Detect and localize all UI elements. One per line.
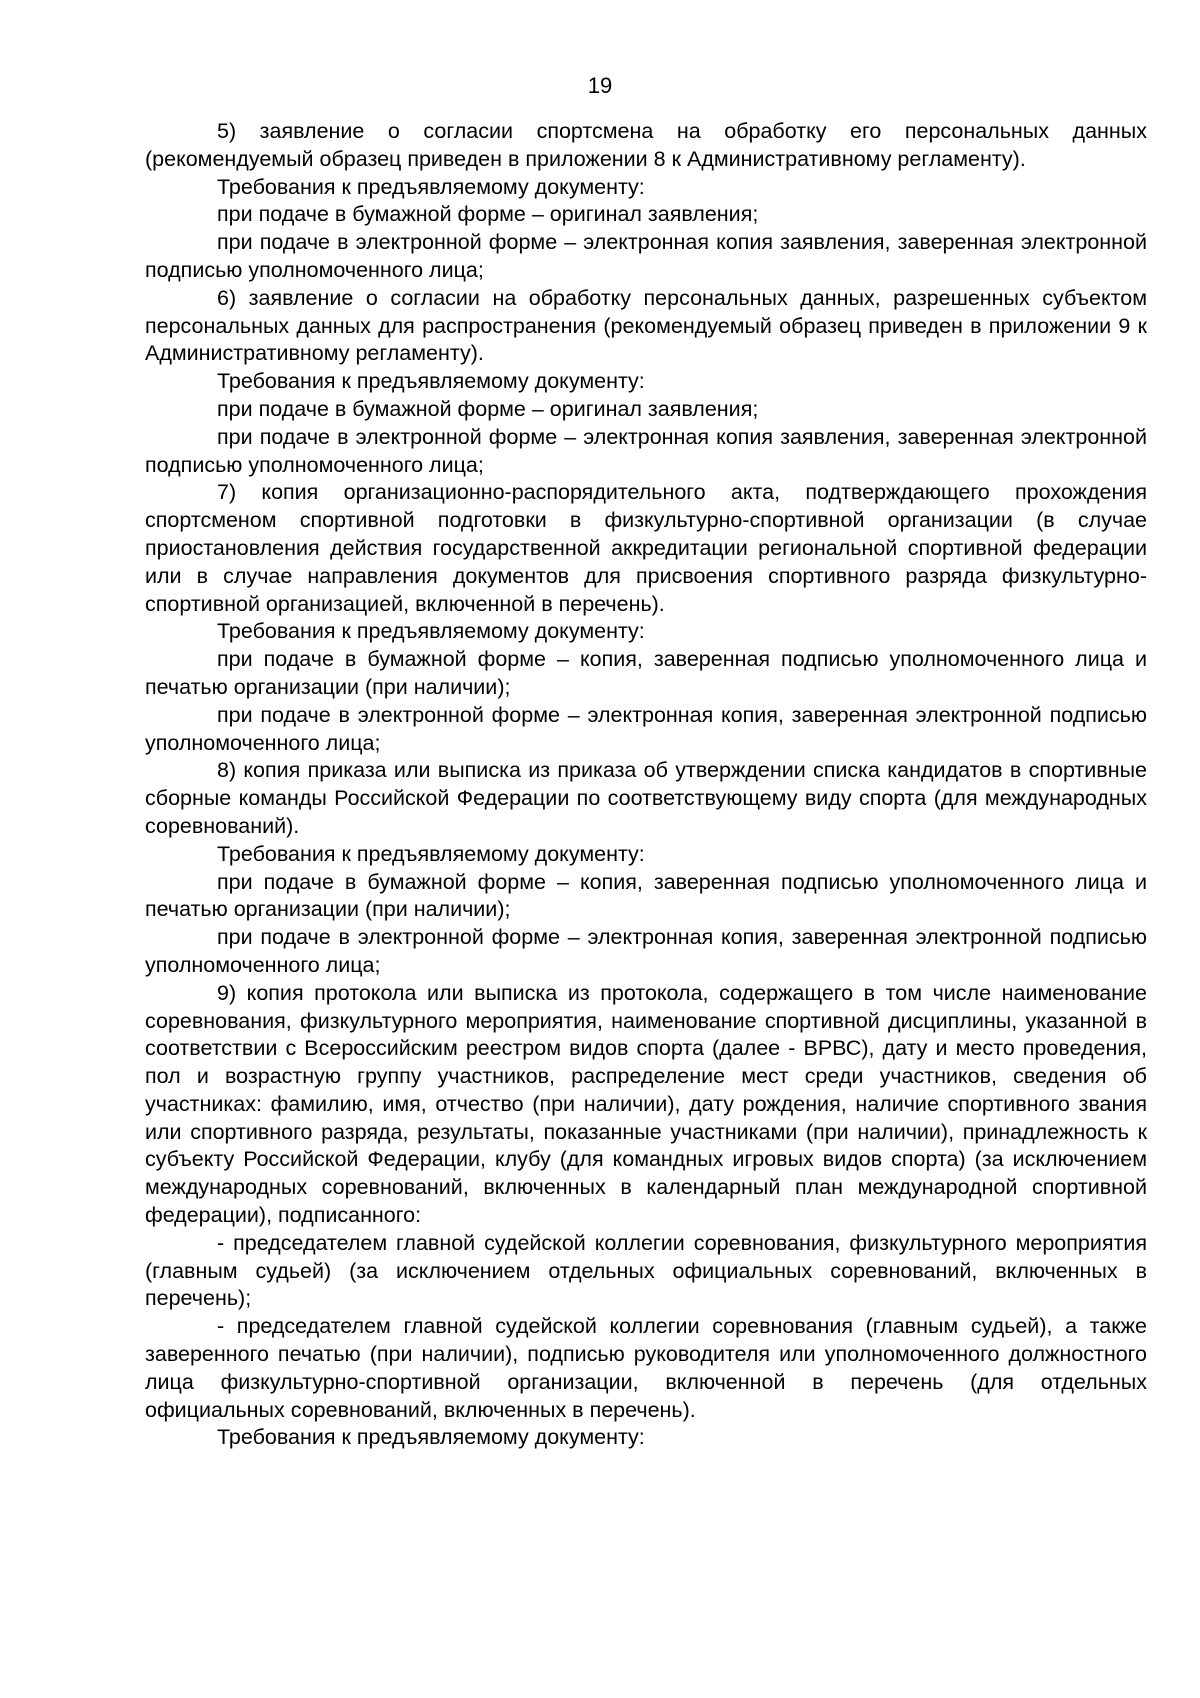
paragraph-paper-form: при подаче в бумажной форме – оригинал заявления; bbox=[217, 396, 759, 421]
paragraph-requirements: Требования к предъявляемому документу: bbox=[217, 841, 645, 866]
paragraph-requirements: Требования к предъявляемому документу: bbox=[217, 1425, 645, 1450]
paragraph-requirements: Требования к предъявляемому документу: bbox=[217, 619, 645, 644]
paragraph-item-7: 7) копия организационно-распорядительного акта, подтверждающего прохождения спортсменом спортивной подготовки в физкультурно-спортивной организации (в случае приостановления действия государственной аккредитации региональной спортивной федерации или в случае направления документов для присвоения спортивного разряда физкультурно-спортивной организацией, включенной в перечень). bbox=[145, 480, 1147, 616]
paragraph-electronic-form: при подаче в электронной форме – электронная копия заявления, заверенная электронной подписью уполномоченного лица; bbox=[145, 424, 1147, 477]
paragraph-item-6: 6) заявление о согласии на обработку персональных данных, разрешенных субъектом персональных данных для распространения (рекомендуемый образец приведен в приложении 9 к Административному регламенту). bbox=[145, 285, 1147, 366]
paragraph-paper-form: при подаче в бумажной форме – копия, заверенная подписью уполномоченного лица и печатью организации (при наличии); bbox=[145, 647, 1147, 699]
paragraph-signer-1: - председателем главной судейской коллегии соревнования, физкультурного мероприятия (главным судьей) (за исключением отдельных официальных соревнований, включенных в перечень); bbox=[145, 1230, 1147, 1311]
document-body bbox=[145, 118, 1147, 1452]
paragraph-item-8: 8) копия приказа или выписка из приказа об утверждении списка кандидатов в спортивные сборные команды Российской Федерации по соответствующему виду спорта (для международных соревнований). bbox=[145, 758, 1147, 838]
paragraph-requirements: Требования к предъявляемому документу: bbox=[217, 174, 645, 199]
paragraph-requirements: Требования к предъявляемому документу: bbox=[217, 369, 645, 394]
paragraph-electronic-form: при подаче в электронной форме – электронная копия, заверенная электронной подписью уполномоченного лица; bbox=[145, 925, 1147, 977]
paragraph-item-9: 9) копия протокола или выписка из протокола, содержащего в том числе наименование соревнования, физкультурного мероприятия, наименование спортивной дисциплины, указанной в соответствии с Всероссийским реестром видов спорта (далее - ВРВС), дату и место проведения, пол и возрастную группу участников, распределение мест среди участников, сведения об участниках: фамилию, имя, отчество (при наличии), дату рождения, наличие спортивного звания или спортивного разряда, результаты, показанные участниками (при наличии), принадлежность к субъекту Российской Федерации, клубу (для командных игровых видов спорта) (за исключением международных соревнований, включенных в календарный план международной спортивной федерации), подписанного: bbox=[145, 980, 1147, 1228]
paragraph-electronic-form: при подаче в электронной форме – электронная копия, заверенная электронной подписью уполномоченного лица; bbox=[145, 702, 1147, 755]
page-number: 19 bbox=[587, 73, 613, 98]
paragraph-signer-2: - председателем главной судейской коллегии соревнования (главным судьей), а также заверенного печатью (при наличии), подписью руководителя или уполномоченного должностного лица физкультурно-спортивной организации, включенной в перечень (для отдельных официальных соревнований, включенных в перечень). bbox=[145, 1314, 1147, 1422]
paragraph-paper-form: при подаче в бумажной форме – копия, заверенная подписью уполномоченного лица и печатью организации (при наличии); bbox=[145, 869, 1147, 922]
paragraph-item-5: 5) заявление о согласии спортсмена на обработку его персональных данных (рекомендуемый образец приведен в приложении 8 к Административному регламенту). bbox=[145, 119, 1147, 171]
paragraph-electronic-form: при подаче в электронной форме – электронная копия заявления, заверенная электронной подписью уполномоченного лица; bbox=[145, 230, 1147, 282]
paragraph-paper-form: при подаче в бумажной форме – оригинал заявления; bbox=[217, 202, 759, 227]
